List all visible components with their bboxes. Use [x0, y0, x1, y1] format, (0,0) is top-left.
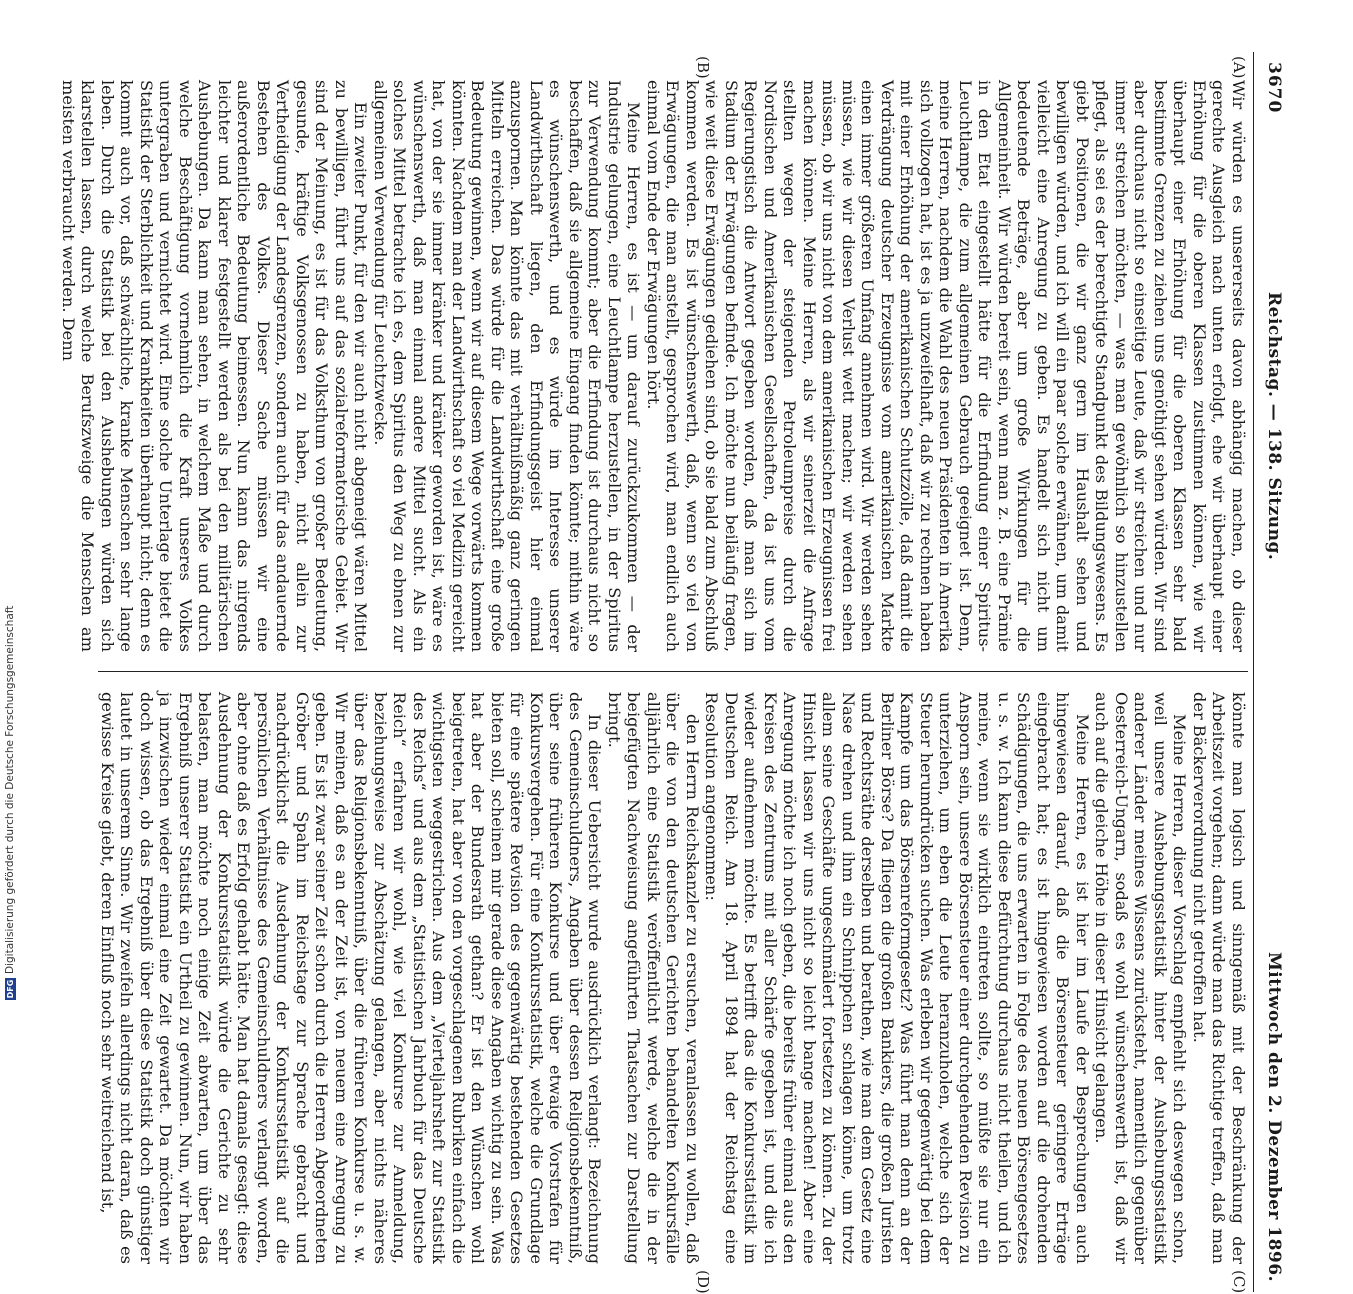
right-text-column [83, 692, 1248, 1264]
paragraph: könnte man logisch und sinngemäß mit der Beschränkung der Arbeitszeit vorgehen; dann würde man das Richtige treffen, daß man der Bäckerverordnung nicht getroffen hat. [1190, 692, 1248, 1264]
margin-marker-b: (B) [694, 56, 712, 79]
scanned-page [59, 52, 1290, 1294]
margin-marker-a: (A) [1230, 56, 1248, 79]
paragraph: In dieser Uebersicht wurde ausdrücklich verlangt: Bezeichnung des Gemeinschuldners, Angaben über dessen Religionsbekenntniß, über seine früheren Konkurse und über etwaige Vorstrafen für Konkursvergehen. Für eine Konkursstatistik, welche die Grundlage für eine spätere Revision des gegenwärtig bestehenden Gesetzes bieten soll, scheinen mir gerade diese Angaben wichtig zu sein. Was hat aber der Bundesrath gethan? Er ist den Wünschen wohl beigetreten, hat aber von den vorgeschlagenen Rubriken einfach die wichtigsten weggestrichen. Aus dem „Vierteljahrsheft zur Statistik des Reichs“ und aus dem „Statistischen Jahrbuch für das Deutsche Reich“ erfahren wir wohl, wie viel Konkurse zur Anmeldung, beziehungsweise zur Abschätzung gelangen, aber nichts näheres über das Religionsbekenntniß, über die früheren Konkurse u. s. w. Wir meinen, daß es an der Zeit ist, von neuem eine Anregung zu geben. Es ist zwar seiner Zeit schon durch die Herren Abgeordneten Gröber und Spahn im Reichstage zur Sprache gebracht und nachdrücklichst die Ausdehnung der Konkursstatistik auf die persönlichen Verhältnisse des Gemeinschuldners verlangt worden, aber ohne daß es Erfolg gehabt hätte. Man hat damals gesagt: diese Ausdehnung der Konkursstatistik würde die Gerichte zu sehr belasten, man möchte noch einige Zeit abwarten, um über das Ergebniß unserer Statistik ein Urtheil zu gewinnen. Nun, wir haben ja inzwischen wieder einmal eine Zeit gewartet. Da möchten wir doch wissen, ob das Ergebniß über diese Statistik doch günstiger lautet in unserem Sinne. Wir zweifeln allerdings nicht daran, daß es gewisse Kreise giebt, deren Einfluß noch sehr weitreichend ist, [98, 692, 605, 1264]
session-date: Mittwoch den 2. Dezember 1896. [1264, 951, 1284, 1282]
paragraph: Meine Herren, es ist — um darauf zurückzukommen — der Industrie gelungen, eine Leuchtlampe herzustellen, in der Spiritus zur Verwendung kommt; aber die Erfindung ist durchaus nicht so beschaffen, daß sie allgemeine Eingang finden könnte; mithin wäre es wünschenswerth, und es würde im Interesse unserer Landwirthschaft liegen, den Erfindungsgeist hier einmal anzuspornen. Man könnte das mit verhältnißmäßig ganz geringen Mitteln erreichen. Das würde für die Landwirthschaft eine große Bedeutung gewinnen, wenn wir auf diesem Wege vorwärts kommen könnten. Nachdem man der Landwirthschaft so viel Medizin gereicht hat, von der sie immer kränker und kränker geworden ist, wäre es wünschenswerth, daß man einmal andere Mittel sucht. Als ein solches Mittel betrachte ich es, dem Spiritus den Weg zu ebnen zur allgemeinen Verwendung für Leuchtzwecke. [371, 80, 644, 652]
margin-marker-c: (C) [1230, 1270, 1248, 1294]
credit-text: Digitalisierung gefördert durch die Deutsche Forschungsgemeinschaft [4, 605, 16, 974]
session-title: Reichstag. — 138. Sitzung. [1264, 292, 1284, 561]
quoted-resolution: den Herrn Reichskanzler zu ersuchen, veranlassen zu wollen, daß über die von den deutschen Gerichten behandelten Konkursfälle alljährlich eine Statistik veröffentlicht werde, welche die in der beigefügten Nachweisung angeführten Thatsachen zur Darstellung bringt. [605, 692, 702, 1264]
paragraph: Ein zweiter Punkt, für den wir auch nicht abgeneigt wären Mittel zu bewilligen, führt uns auf das sozialreformatorische Gebiet. Wir sind der Meinung, es ist für das Volksthum von großer Bedeutung, gesunde, kräftige Volksgenossen zu haben, nicht allein zur Vertheidigung der Landesgrenzen, sondern auch für das andauernde Bestehen des Volkes. Dieser Sache müssen wir eine außerordentliche Bedeutung beimessen. Nun kann das nirgends leichter und klarer festgestellt werden als bei den militärischen Aushebungen. Da kann man sehen, in welchem Maße und durch welche Beschäftigung vornehmlich die Kraft unseres Volkes untergraben und vernichtet wird. Eine solche Unterlage bietet die Statistik der Sterblichkeit und Krankheiten überhaupt nicht; denn es kommt auch vor, daß schwächliche, kranke Menschen sehr lange leben. Durch die Statistik bei den Aushebungen würden sich klarstellen lassen, durch welche Berufszweige die Menschen am meisten verbraucht werden. Denn [59, 80, 371, 652]
digitization-credit [4, 10, 18, 1000]
dfg-logo-icon: DFG [5, 979, 15, 999]
paragraph: Wir würden es unsererseits davon abhängig machen, ob dieser gerechte Ausgleich nach unten erfolgt, ehe wir überhaupt einer Erhöhung für die oberen Klassen zustimmen können, wie wir überhaupt einer Erhöhung für die oberen Klassen sehr bald bestimmte Grenzen zu ziehen uns genöthigt sehen würden. Wir sind aber durchaus nicht so einseitige Leute, daß wir streichen und nur immer streichen möchten, — was man gewöhnlich so hinzustellen pflegt, als sei es der berechtigte Standpunkt des Bildungswesens. Es giebt Positionen, die wir ganz gern im Haushalt sehen und bewilligen würden, und ich will ein paar solche erwähnen, um damit vielleicht eine Anregung zu geben. Es handelt sich nicht um bedeutende Beträge, aber um große Wirkungen für die Allgemeinheit. Wir würden bereit sein, wenn man z. B. eine Prämie in den Etat eingestellt hätte für die Erfindung einer Spiritus-Leuchtlampe, die zum allgemeinen Gebrauch geeignet ist. Denn, meine Herren, nachdem die Wahl des neuen Präsidenten in Amerika sich vollzogen hat, ist es ja unzweifelhaft, daß wir zu rechnen haben mit einer Erhöhung der amerikanischen Schutzzölle, daß damit die Verdrängung deutscher Erzeugnisse vom amerikanischen Markte einen immer größeren Umfang annehmen wird. Wir werden sehen müssen, wie wir diesen Verlust wett machen; wir werden sehen müssen, ob wir uns nicht von dem amerikanischen Erzeugnissen frei machen können. Meine Herren, als wir seinerzeit die Anfrage stellten wegen der steigenden Petroleumpreise durch die Nordischen und Amerikanischen Gesellschaften, da ist uns vom Regierungstisch die Antwort gegeben worden, daß man sich im Stadium der Erwägungen befinde. Ich möchte nun beiläufig fragen, wie weit diese Erwägungen gediehen sind, ob sie bald zum Abschluß kommen werden. Es ist wünschenswerth, daß, wenn so viel von Erwägungen, die man anstellt, gesprochen wird, man endlich auch einmal vom Ende der Erwägungen hört. [644, 80, 1248, 652]
paragraph: Meine Herren, es ist hier im Laufe der Besprechungen auch hingewiesen darauf, daß die Börsensteuer geringere Erträge eingebracht hat; es ist hingewiesen worden auf die drohenden Schädigungen, die uns erwarten in Folge des neuen Börsengesetzes u. s. w. Ich kann diese Befürchtung durchaus nicht theilen, und ich meine, wenn sie wirklich eintreten sollte, so müßte sie nur ein Ansporn sein, unsere Börsensteuer einer durchgehenden Revision zu unterziehen, um eben die Leute heranzuholen, welche sich der Steuer herumdrücken suchen. Was erleben wir gegenwärtig bei dem Kampfe um das Börsenreformgesetz? Was führt man denn an der Berliner Börse? Da fliegen die großen Bankiers, die großen Juristen und Rechtsräthe derselben und berathen, wie man dem Gesetz eine Nase drehen und ihm ein Schnippchen schlagen könne, um trotz allem seine Geschäfte ungeschmälert fortsetzen zu können. Zu der Hinsicht lassen wir uns nicht so leicht bange machen! Aber eine Anregung möchte ich noch geben, die bereits früher einmal aus den Kreisen des Zentrums mit aller Schärfe gegeben ist, und die ich wieder aufnehmen möchte. Es betrifft das die Konkursstatistik im Deutschen Reich. Am 18. April 1894 hat der Reichstag eine Resolution angenommen: [702, 692, 1092, 1264]
page-header [1253, 52, 1290, 1292]
left-text-column [59, 80, 1248, 652]
margin-marker-d: (D) [694, 1270, 712, 1294]
page-number: 3670 [1264, 62, 1284, 114]
column-divider [98, 671, 1248, 672]
paragraph: Meine Herren, dieser Vorschlag empfiehlt sich deswegen schon, weil unsere Aushebungsstatistik hinter der Aushebungsstatistik anderer Länder meines Wissens zurücksteht, namentlich gegenüber Oesterreich-Ungarn, sodaß es wohl wünschenswerth ist, daß wir auch auf die gleiche Höhe in dieser Hinsicht gelangen. [1092, 692, 1190, 1264]
